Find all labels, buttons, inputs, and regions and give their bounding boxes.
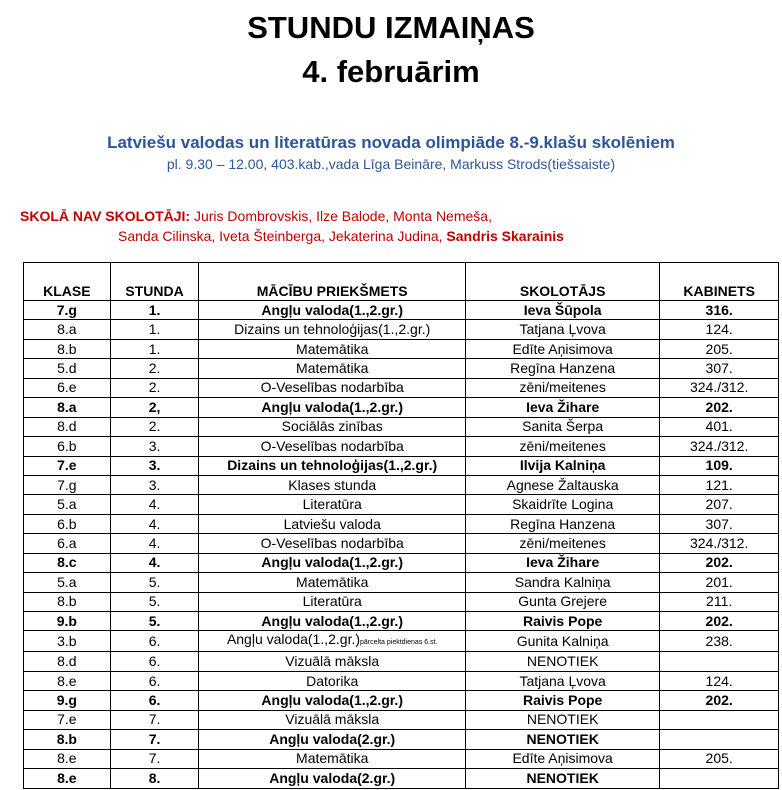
cell-skolotajs <box>465 398 659 417</box>
table-row <box>24 320 779 339</box>
cell-stunda-text: 3. <box>148 437 161 454</box>
cell-prieksmets-text: Sociālās zinības <box>281 418 383 435</box>
cell-skolotajs-text: Edīte Aņisimova <box>512 340 613 357</box>
cell-skolotajs <box>465 378 659 397</box>
cell-stunda-text: 8. <box>148 769 161 786</box>
cell-prieksmets <box>199 573 466 592</box>
cell-klase-text: 6.b <box>57 437 77 454</box>
cell-klase <box>24 475 111 494</box>
cell-klase-text: 6.e <box>57 379 77 396</box>
page-title: STUNDU IZMAIŅAS <box>247 10 535 45</box>
cell-kabinets-text: 202. <box>705 554 733 571</box>
cell-prieksmets-text: Matemātika <box>296 750 369 767</box>
cell-kabinets-text: 307. <box>705 515 733 532</box>
cell-stunda-text: 6. <box>148 672 161 689</box>
cell-kabinets <box>660 534 779 553</box>
table-row <box>24 417 779 436</box>
cell-kabinets <box>660 671 779 690</box>
header-prieksmets: MĀCĪBU PRIEKŠMETS <box>199 263 466 301</box>
table-row <box>24 514 779 533</box>
cell-stunda <box>110 769 199 788</box>
cell-prieksmets <box>199 671 466 690</box>
cell-kabinets <box>660 691 779 710</box>
cell-skolotajs <box>465 495 659 514</box>
cell-stunda-text: 5. <box>148 573 161 590</box>
cell-skolotajs-text: Regīna Hanzena <box>510 360 616 377</box>
cell-kabinets-text: 121. <box>705 476 733 493</box>
cell-stunda-text: 5. <box>148 612 161 629</box>
cell-skolotajs-text: Tatjana Ļvova <box>519 672 606 689</box>
cell-stunda-text: 1. <box>148 301 161 318</box>
cell-kabinets-text: 207. <box>705 496 733 513</box>
cell-skolotajs <box>465 730 659 749</box>
cell-kabinets <box>660 398 779 417</box>
cell-prieksmets <box>199 398 466 417</box>
cell-klase-text: 8.e <box>57 672 77 689</box>
cell-klase <box>24 691 111 710</box>
cell-prieksmets-text: O-Veselības nodarbība <box>260 379 404 396</box>
cell-stunda <box>110 320 199 339</box>
cell-kabinets <box>660 456 779 475</box>
cell-klase-text: 8.e <box>57 769 77 786</box>
cell-skolotajs-text: Gunta Grejere <box>518 593 608 610</box>
cell-skolotajs-text: zēni/meitenes <box>519 534 606 551</box>
cell-kabinets <box>660 378 779 397</box>
header-stunda: STUNDA <box>110 263 199 301</box>
cell-prieksmets <box>199 631 466 652</box>
olympiad-details: pl. 9.30 – 12.00, 403.kab.,vada Līga Beināre, Markuss Strods(tiešsaiste) <box>166 156 616 172</box>
cell-klase <box>24 671 111 690</box>
cell-kabinets-text: 124. <box>705 672 733 689</box>
table-row <box>24 398 779 417</box>
cell-kabinets-text: 324./312. <box>689 534 749 551</box>
cell-kabinets-text: 324./312. <box>689 437 749 454</box>
cell-prieksmets-text: Angļu valoda(1.,2.gr.) <box>261 612 403 629</box>
cell-prieksmets-text: Angļu valoda(2.gr.) <box>269 730 396 747</box>
cell-klase <box>24 456 111 475</box>
cell-stunda <box>110 749 199 768</box>
cell-stunda <box>110 671 199 690</box>
cell-klase <box>24 320 111 339</box>
cell-skolotajs-text: Sanita Šerpa <box>522 418 604 435</box>
cell-prieksmets-text: Matemātika <box>296 360 369 377</box>
table-row <box>24 573 779 592</box>
cell-stunda-text: 3. <box>148 476 161 493</box>
cell-klase <box>24 652 111 671</box>
cell-prieksmets-text: O-Veselības nodarbība <box>260 437 404 454</box>
cell-prieksmets-text: Angļu valoda(2.gr.) <box>269 769 396 786</box>
cell-kabinets <box>660 301 779 320</box>
cell-klase <box>24 417 111 436</box>
cell-klase <box>24 339 111 358</box>
table-row <box>24 631 779 652</box>
cell-klase <box>24 592 111 611</box>
table-row <box>24 495 779 514</box>
cell-skolotajs <box>465 456 659 475</box>
table-row <box>24 769 779 788</box>
cell-stunda-text: 7. <box>148 750 161 767</box>
cell-stunda-text: 4. <box>148 515 161 532</box>
cell-kabinets <box>660 495 779 514</box>
cell-klase <box>24 437 111 456</box>
cell-klase-text: 8.a <box>57 398 77 415</box>
cell-prieksmets <box>199 652 466 671</box>
cell-skolotajs-text: zēni/meitenes <box>519 437 606 454</box>
table-row <box>24 534 779 553</box>
cell-klase-text: 8.e <box>57 750 77 767</box>
cell-stunda-text: 6. <box>148 653 161 670</box>
cell-stunda <box>110 495 199 514</box>
cell-skolotajs <box>465 631 659 652</box>
cell-stunda <box>110 534 199 553</box>
cell-stunda <box>110 437 199 456</box>
table-row <box>24 378 779 397</box>
cell-kabinets <box>660 320 779 339</box>
cell-skolotajs <box>465 671 659 690</box>
cell-prieksmets <box>199 612 466 631</box>
cell-stunda-text: 1. <box>148 340 161 357</box>
table-row <box>24 749 779 768</box>
cell-klase-text: 3.b <box>57 632 77 649</box>
cell-prieksmets-text: Klases stunda <box>288 476 377 493</box>
cell-skolotajs-text: NENOTIEK <box>526 769 599 786</box>
cell-klase-text: 7.e <box>57 457 77 474</box>
cell-stunda <box>110 573 199 592</box>
cell-skolotajs-text: Raivis Pope <box>522 692 603 709</box>
cell-stunda-text: 2. <box>148 360 161 377</box>
cell-klase <box>24 749 111 768</box>
cell-stunda <box>110 339 199 358</box>
cell-klase <box>24 612 111 631</box>
cell-stunda-text: 3. <box>148 457 161 474</box>
cell-kabinets-text: 324./312. <box>689 379 749 396</box>
table-row <box>24 592 779 611</box>
cell-prieksmets <box>199 456 466 475</box>
cell-kabinets <box>660 652 779 671</box>
absent-label: SKOLĀ NAV SKOLOTĀJI: <box>20 208 191 224</box>
cell-skolotajs <box>465 749 659 768</box>
table-row <box>24 456 779 475</box>
cell-klase-text: 8.b <box>57 340 77 357</box>
cell-skolotajs-text: Gunita Kalniņa <box>516 632 609 649</box>
cell-skolotajs <box>465 417 659 436</box>
cell-skolotajs <box>465 359 659 378</box>
cell-stunda-text: 7. <box>148 711 161 728</box>
cell-klase-text: 8.c <box>57 554 77 571</box>
cell-prieksmets-text: Vizuālā māksla <box>285 711 380 728</box>
cell-klase-text: 7.g <box>56 301 77 318</box>
cell-prieksmets <box>199 534 466 553</box>
cell-kabinets-text: 109. <box>705 457 733 474</box>
cell-prieksmets <box>199 301 466 320</box>
cell-skolotajs-text: NENOTIEK <box>526 653 599 670</box>
cell-klase <box>24 631 111 652</box>
cell-klase-text: 8.b <box>56 730 77 747</box>
absent-line2-wrap <box>20 226 564 246</box>
cell-prieksmets-text: Angļu valoda(1.,2.gr.) <box>261 692 403 709</box>
cell-prieksmets <box>199 359 466 378</box>
olympiad-title: Latviešu valodas un literatūras novada olimpiāde 8.-9.klašu skolēniem <box>107 133 675 152</box>
cell-prieksmets <box>199 710 466 729</box>
table-row <box>24 730 779 749</box>
cell-prieksmets-text: Dizains un tehnoloģijas(1.,2.gr.) <box>227 457 438 474</box>
header-skolotajs: SKOLOTĀJS <box>465 263 659 301</box>
table-row <box>24 475 779 494</box>
cell-skolotajs-text: Raivis Pope <box>522 612 603 629</box>
cell-stunda <box>110 378 199 397</box>
absent-teachers <box>20 206 564 246</box>
cell-skolotajs <box>465 339 659 358</box>
cell-prieksmets-text: Matemātika <box>296 340 369 357</box>
cell-kabinets-text: 307. <box>705 360 733 377</box>
cell-prieksmets-text: Datorika <box>306 672 359 689</box>
cell-klase-text: 5.d <box>57 360 77 377</box>
cell-kabinets-text: 205. <box>705 340 733 357</box>
cell-klase <box>24 359 111 378</box>
cell-prieksmets-text: Vizuālā māksla <box>285 653 380 670</box>
cell-prieksmets-text: Latviešu valoda <box>283 515 381 532</box>
cell-skolotajs <box>465 437 659 456</box>
header-kabinets: KABINETS <box>660 263 779 301</box>
cell-skolotajs <box>465 553 659 572</box>
cell-klase <box>24 398 111 417</box>
table-body <box>24 301 779 789</box>
cell-prieksmets-text: O-Veselības nodarbība <box>260 534 404 551</box>
page-date: 4. februārim <box>302 54 480 89</box>
cell-kabinets <box>660 553 779 572</box>
cell-klase <box>24 553 111 572</box>
cell-stunda <box>110 398 199 417</box>
cell-stunda <box>110 612 199 631</box>
cell-skolotajs <box>465 301 659 320</box>
cell-kabinets <box>660 417 779 436</box>
cell-stunda-text: 5. <box>148 593 161 610</box>
cell-kabinets <box>660 612 779 631</box>
cell-prieksmets <box>199 749 466 768</box>
cell-skolotajs-text: Sandra Kalniņa <box>514 573 611 590</box>
cell-klase <box>24 495 111 514</box>
cell-stunda <box>110 691 199 710</box>
cell-skolotajs <box>465 691 659 710</box>
cell-skolotajs <box>465 769 659 788</box>
cell-prieksmets <box>199 417 466 436</box>
cell-prieksmets <box>199 495 466 514</box>
cell-skolotajs <box>465 514 659 533</box>
cell-kabinets <box>660 475 779 494</box>
cell-prieksmets-text: Dizains un tehnoloģijas(1.,2.gr.) <box>234 321 431 338</box>
cell-prieksmets <box>199 769 466 788</box>
cell-klase-text: 8.d <box>57 653 77 670</box>
absent-line2-bold: Sandris Skarainis <box>446 228 564 244</box>
table-row <box>24 301 779 320</box>
table-row <box>24 671 779 690</box>
cell-stunda <box>110 553 199 572</box>
cell-prieksmets-text: Angļu valoda(1.,2.gr.) <box>261 301 403 318</box>
cell-klase <box>24 514 111 533</box>
cell-stunda <box>110 592 199 611</box>
cell-skolotajs <box>465 652 659 671</box>
cell-stunda <box>110 417 199 436</box>
cell-skolotajs-text: Ieva Žihare <box>526 554 600 571</box>
cell-stunda <box>110 456 199 475</box>
cell-prieksmets <box>199 339 466 358</box>
cell-stunda <box>110 631 199 652</box>
cell-stunda-text: 6. <box>148 692 161 709</box>
cell-kabinets <box>660 769 779 788</box>
cell-klase-text: 8.d <box>57 418 77 435</box>
cell-kabinets <box>660 359 779 378</box>
cell-skolotajs <box>465 475 659 494</box>
cell-klase-text: 7.e <box>57 711 77 728</box>
cell-stunda-text: 4. <box>148 554 161 571</box>
cell-kabinets-text: 202. <box>705 612 733 629</box>
cell-prieksmets-text: Angļu valoda(1.,2.gr.) <box>261 554 403 571</box>
cell-kabinets-text: 205. <box>705 750 733 767</box>
cell-skolotajs-text: Ieva Šūpola <box>523 301 602 318</box>
cell-klase-text: 6.b <box>57 515 77 532</box>
cell-klase <box>24 730 111 749</box>
cell-skolotajs-text: Skaidrīte Logina <box>512 496 614 513</box>
schedule-table <box>23 262 779 789</box>
cell-prieksmets <box>199 475 466 494</box>
cell-klase <box>24 769 111 788</box>
cell-skolotajs-text: Ilvija Kalniņa <box>519 457 606 474</box>
cell-skolotajs-text: Edīte Aņisimova <box>512 750 613 767</box>
cell-klase-text: 9.g <box>56 692 77 709</box>
cell-klase-text: 8.a <box>57 321 77 338</box>
cell-skolotajs-text: NENOTIEK <box>526 730 599 747</box>
cell-klase-text: 9.b <box>56 612 77 629</box>
cell-klase <box>24 710 111 729</box>
cell-stunda-text: 4. <box>148 534 161 551</box>
cell-stunda <box>110 514 199 533</box>
cell-kabinets-text: 201. <box>705 573 733 590</box>
cell-skolotajs <box>465 534 659 553</box>
cell-kabinets-text: 401. <box>705 418 733 435</box>
cell-prieksmets-text: Angļu valoda(1.,2.gr.) <box>261 398 403 415</box>
cell-skolotajs-text: zēni/meitenes <box>519 379 606 396</box>
table-row <box>24 612 779 631</box>
cell-stunda-text: 2. <box>148 418 161 435</box>
table-header-row <box>24 263 779 301</box>
cell-prieksmets <box>199 553 466 572</box>
cell-prieksmets-text: Literatūra <box>302 496 362 513</box>
cell-stunda <box>110 652 199 671</box>
cell-kabinets <box>660 592 779 611</box>
cell-kabinets <box>660 514 779 533</box>
cell-stunda-text: 7. <box>148 730 161 747</box>
table-row <box>24 339 779 358</box>
cell-stunda <box>110 301 199 320</box>
cell-klase-text: 7.g <box>57 476 77 493</box>
cell-skolotajs-text: Ieva Žihare <box>526 398 600 415</box>
cell-skolotajs <box>465 710 659 729</box>
absent-line2: Sanda Cilinska, Iveta Šteinberga, Jekaterina Judina, <box>118 228 447 244</box>
cell-kabinets-text: 238. <box>705 632 733 649</box>
cell-prieksmets-text: Angļu valoda(1.,2.gr.) <box>226 631 361 648</box>
cell-stunda <box>110 475 199 494</box>
cell-skolotajs-text: Agnese Žaltauska <box>506 476 619 493</box>
cell-klase <box>24 378 111 397</box>
cell-kabinets <box>660 437 779 456</box>
header-klase: KLASE <box>24 263 111 301</box>
cell-klase <box>24 573 111 592</box>
cell-kabinets <box>660 749 779 768</box>
cell-stunda-text: 2, <box>148 398 161 415</box>
table-row <box>24 710 779 729</box>
cell-prieksmets <box>199 320 466 339</box>
table-row <box>24 652 779 671</box>
cell-klase <box>24 301 111 320</box>
cell-stunda-text: 2. <box>148 379 161 396</box>
cell-klase <box>24 534 111 553</box>
absent-line1: Juris Dombrovskis, Ilze Balode, Monta Nemeša, <box>190 208 492 224</box>
cell-klase-text: 6.a <box>57 534 77 551</box>
row-note: pārcelta piektdienas 6.st. <box>360 639 438 647</box>
cell-kabinets-text: 202. <box>705 692 733 709</box>
cell-stunda-text: 4. <box>148 496 161 513</box>
cell-prieksmets <box>199 592 466 611</box>
cell-kabinets-text: 316. <box>705 301 733 318</box>
cell-kabinets <box>660 710 779 729</box>
cell-kabinets <box>660 631 779 652</box>
cell-klase-text: 8.b <box>57 593 77 610</box>
table-row <box>24 359 779 378</box>
cell-kabinets-text: 124. <box>705 321 733 338</box>
cell-skolotajs <box>465 592 659 611</box>
cell-skolotajs-text: NENOTIEK <box>526 711 599 728</box>
cell-skolotajs <box>465 612 659 631</box>
cell-stunda-text: 1. <box>148 321 161 338</box>
cell-stunda <box>110 359 199 378</box>
cell-skolotajs <box>465 573 659 592</box>
cell-skolotajs <box>465 320 659 339</box>
cell-prieksmets <box>199 730 466 749</box>
cell-stunda <box>110 710 199 729</box>
cell-prieksmets <box>199 514 466 533</box>
cell-kabinets-text: 202. <box>705 398 733 415</box>
cell-prieksmets <box>199 691 466 710</box>
cell-prieksmets-text: Literatūra <box>302 593 362 610</box>
cell-stunda <box>110 730 199 749</box>
cell-klase-text: 5.a <box>57 573 77 590</box>
table-row <box>24 553 779 572</box>
cell-klase-text: 5.a <box>57 496 77 513</box>
cell-skolotajs-text: Tatjana Ļvova <box>519 321 606 338</box>
table-row <box>24 691 779 710</box>
cell-kabinets <box>660 730 779 749</box>
cell-prieksmets <box>199 378 466 397</box>
cell-stunda-text: 6. <box>148 632 161 649</box>
cell-skolotajs-text: Regīna Hanzena <box>510 515 616 532</box>
cell-prieksmets-text: Matemātika <box>296 573 369 590</box>
cell-kabinets <box>660 339 779 358</box>
cell-prieksmets <box>199 437 466 456</box>
cell-kabinets-text: 211. <box>706 593 733 610</box>
table-row <box>24 437 779 456</box>
cell-kabinets <box>660 573 779 592</box>
